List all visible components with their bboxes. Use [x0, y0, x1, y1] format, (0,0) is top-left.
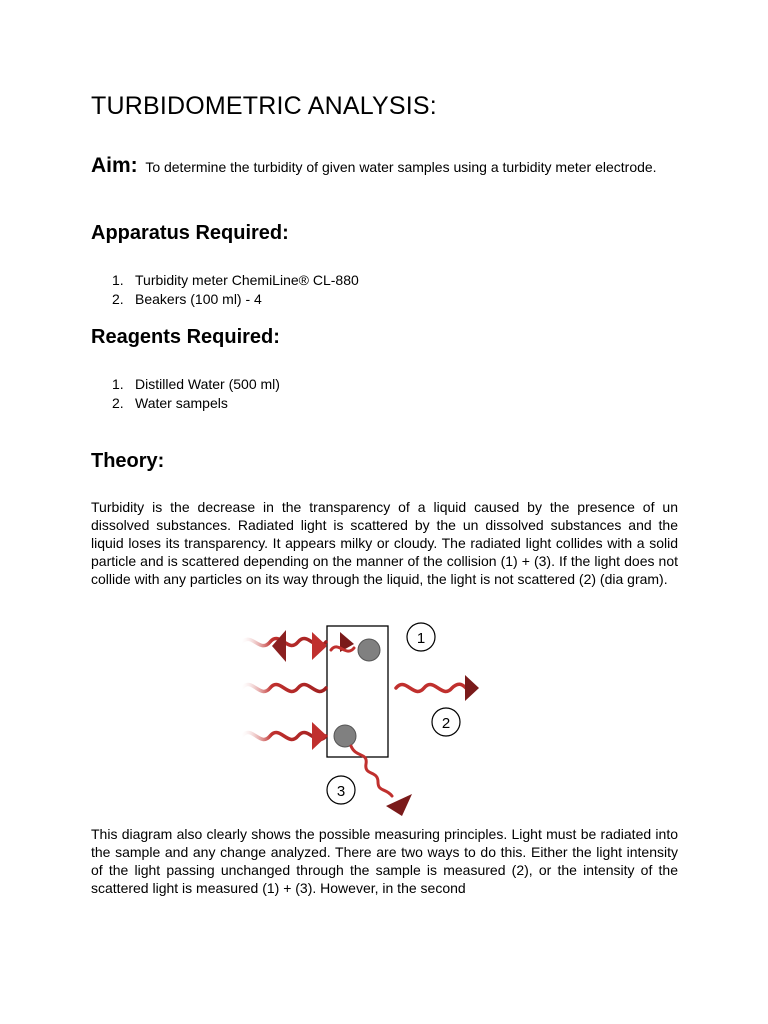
list-item — [112, 290, 359, 309]
apparatus-list — [112, 271, 359, 309]
aim-section — [91, 156, 678, 177]
label-2-text: 2 — [441, 715, 451, 732]
particle-top — [358, 639, 380, 661]
particle-bottom — [334, 725, 356, 747]
list-text: Distilled Water (500 ml) — [135, 376, 280, 392]
page-title: TURBIDOMETRIC ANALYSIS: — [91, 92, 437, 120]
apparatus-heading: Apparatus Required: — [91, 222, 289, 244]
theory-paragraph: Turbidity is the decrease in the transparency of a liquid caused by the presence of un dissolved substances. Radiated light is scattered by the un dissolved substances and the liquid loses its transparency. It appears milky or cloudy. The radiated light collides with a solid particle and is scattered depending on the manner of the collision (1) + (3). If the light does not collide with any particles on its way through the liquid, the light is not scattered (2) (dia gram). — [91, 499, 678, 587]
label-1-text: 1 — [416, 630, 426, 647]
list-text: Beakers (100 ml) - 4 — [135, 291, 262, 307]
list-number: 2. — [112, 291, 124, 307]
scattered-light-wave — [351, 746, 392, 796]
transmitted-arrow — [465, 675, 479, 701]
list-item — [112, 394, 280, 413]
list-number: 1. — [112, 272, 124, 288]
incident-light-wave-middle — [242, 685, 326, 692]
reagents-heading: Reagents Required: — [91, 326, 280, 348]
turbidity-diagram — [236, 618, 486, 818]
list-item — [112, 271, 359, 290]
list-number: 2. — [112, 395, 124, 411]
theory-paragraph-2: This diagram also clearly shows the possible measuring principles. Light must be radiated into the sample and any change analyzed. There are two ways to do this. Either the light intensity of the light passing unchanged through the sample is measured (2), or the intensity of the scattered light is measured (1) + (3). However, in the second — [91, 826, 678, 896]
reagents-list — [112, 375, 280, 413]
list-text: Turbidity meter ChemiLine® CL-880 — [135, 272, 359, 288]
back-arrow-left — [272, 630, 286, 662]
list-item — [112, 375, 280, 394]
transmitted-light-wave — [396, 684, 466, 691]
aim-label: Aim: — [91, 154, 138, 177]
list-number: 1. — [112, 376, 124, 392]
entry-arrow-top — [312, 632, 327, 660]
list-text: Water sampels — [135, 395, 228, 411]
theory-heading: Theory: — [91, 450, 165, 472]
entry-arrow-bottom — [312, 722, 327, 750]
label-3-text: 3 — [336, 783, 346, 800]
aim-text: To determine the turbidity of given water samples using a turbidity meter electrode. — [145, 159, 657, 175]
scatter-arrow-down — [386, 794, 412, 816]
